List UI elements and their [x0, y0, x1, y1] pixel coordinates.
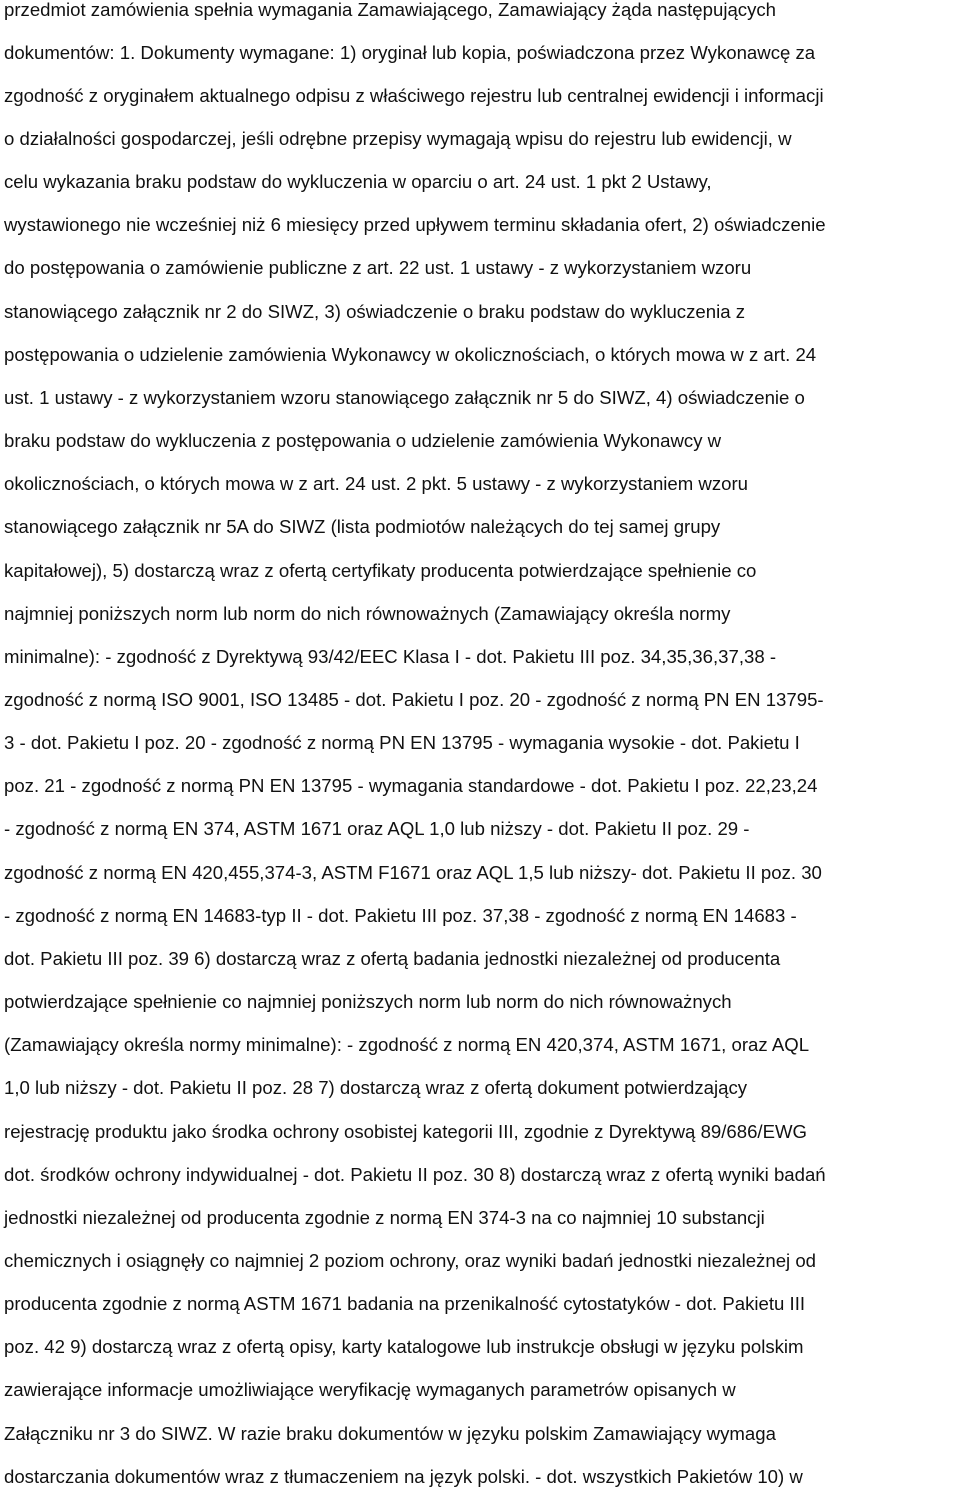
- text-line: 1,0 lub niższy - dot. Pakietu II poz. 28 7) dostarczą wraz z ofertą dokument potwierdzający: [4, 1077, 748, 1098]
- text-line: - zgodność z normą EN 374, ASTM 1671 oraz AQL 1,0 lub niższy - dot. Pakietu II poz. 29 -: [4, 818, 750, 839]
- text-line: do postępowania o zamówienie publiczne z art. 22 ust. 1 ustawy - z wykorzystaniem wzoru: [4, 257, 752, 278]
- text-line: przedmiot zamówienia spełnia wymagania Zamawiającego, Zamawiający żąda następujących: [4, 0, 777, 20]
- text-line: o działalności gospodarczej, jeśli odrębne przepisy wymagają wpisu do rejestru lub ewidencji, w: [4, 128, 792, 149]
- text-line: chemicznych i osiągnęły co najmniej 2 poziom ochrony, oraz wyniki badań jednostki niezależnej od: [4, 1250, 817, 1271]
- text-line: zgodność z normą ISO 9001, ISO 13485 - dot. Pakietu I poz. 20 - zgodność z normą PN EN 13795-: [4, 689, 824, 710]
- text-line: okolicznościach, o których mowa w z art. 24 ust. 2 pkt. 5 ustawy - z wykorzystaniem wzoru: [4, 473, 749, 494]
- text-line: poz. 42 9) dostarczą wraz z ofertą opisy, karty katalogowe lub instrukcje obsługi w języku polskim: [4, 1336, 804, 1357]
- text-line: 3 - dot. Pakietu I poz. 20 - zgodność z normą PN EN 13795 - wymagania wysokie - dot. Pakietu I: [4, 732, 800, 753]
- text-line: zgodność z normą EN 420,455,374-3, ASTM F1671 oraz AQL 1,5 lub niższy- dot. Pakietu II poz. 30: [4, 862, 822, 883]
- text-line: Załączniku nr 3 do SIWZ. W razie braku dokumentów w języku polskim Zamawiający wymaga: [4, 1423, 776, 1444]
- text-line: zgodność z oryginałem aktualnego odpisu z właściwego rejestru lub centralnej ewidencji i informacji: [4, 85, 824, 106]
- text-line: rejestrację produktu jako środka ochrony osobistej kategorii III, zgodnie z Dyrektywą 89/686/EWG: [4, 1121, 808, 1142]
- text-line: minimalne): - zgodność z Dyrektywą 93/42/EEC Klasa I - dot. Pakietu III poz. 34,35,36,37,38 -: [4, 646, 777, 667]
- text-line: kapitałowej), 5) dostarczą wraz z ofertą certyfikaty producenta potwierdzające spełnienie co: [4, 560, 757, 581]
- text-line: dot. środków ochrony indywidualnej - dot. Pakietu II poz. 30 8) dostarczą wraz z ofertą wyniki badań: [4, 1164, 826, 1185]
- text-line: postępowania o udzielenie zamówienia Wykonawcy w okolicznościach, o których mowa w z art. 24: [4, 344, 817, 365]
- text-line: zawierające informacje umożliwiające weryfikację wymaganych parametrów opisanych w: [4, 1379, 736, 1400]
- text-line: dokumentów: 1. Dokumenty wymagane: 1) oryginał lub kopia, poświadczona przez Wykonawcę za: [4, 42, 816, 63]
- text-line: poz. 21 - zgodność z normą PN EN 13795 - wymagania standardowe - dot. Pakietu I poz. 22,23,24: [4, 775, 818, 796]
- text-line: stanowiącego załącznik nr 2 do SIWZ, 3) oświadczenie o braku podstaw do wykluczenia z: [4, 301, 746, 322]
- text-line: braku podstaw do wykluczenia z postępowania o udzielenie zamówienia Wykonawcy w: [4, 430, 722, 451]
- text-line: producenta zgodnie z normą ASTM 1671 badania na przenikalność cytostatyków - dot. Pakietu III: [4, 1293, 806, 1314]
- text-line: dostarczania dokumentów wraz z tłumaczeniem na język polski. - dot. wszystkich Pakietów 10) w: [4, 1466, 803, 1487]
- text-line: dot. Pakietu III poz. 39 6) dostarczą wraz z ofertą badania jednostki niezależnej od producenta: [4, 948, 781, 969]
- text-line: celu wykazania braku podstaw do wykluczenia w oparciu o art. 24 ust. 1 pkt 2 Ustawy,: [4, 171, 712, 192]
- text-line: potwierdzające spełnienie co najmniej poniższych norm lub norm do nich równoważnych: [4, 991, 732, 1012]
- text-line: (Zamawiający określa normy minimalne): - zgodność z normą EN 420,374, ASTM 1671, oraz AQL: [4, 1034, 810, 1055]
- text-line: - zgodność z normą EN 14683-typ II - dot. Pakietu III poz. 37,38 - zgodność z normą EN 14683 -: [4, 905, 797, 926]
- text-line: ust. 1 ustawy - z wykorzystaniem wzoru stanowiącego załącznik nr 5 do SIWZ, 4) oświadczenie o: [4, 387, 805, 408]
- text-line: najmniej poniższych norm lub norm do nich równoważnych (Zamawiający określa normy: [4, 603, 731, 624]
- text-line: jednostki niezależnej od producenta zgodnie z normą EN 374-3 na co najmniej 10 substancji: [4, 1207, 765, 1228]
- text-line: stanowiącego załącznik nr 5A do SIWZ (lista podmiotów należących do tej samej grupy: [4, 516, 721, 537]
- text-line: wystawionego nie wcześniej niż 6 miesięcy przed upływem terminu składania ofert, 2) oświadczenie: [4, 214, 826, 235]
